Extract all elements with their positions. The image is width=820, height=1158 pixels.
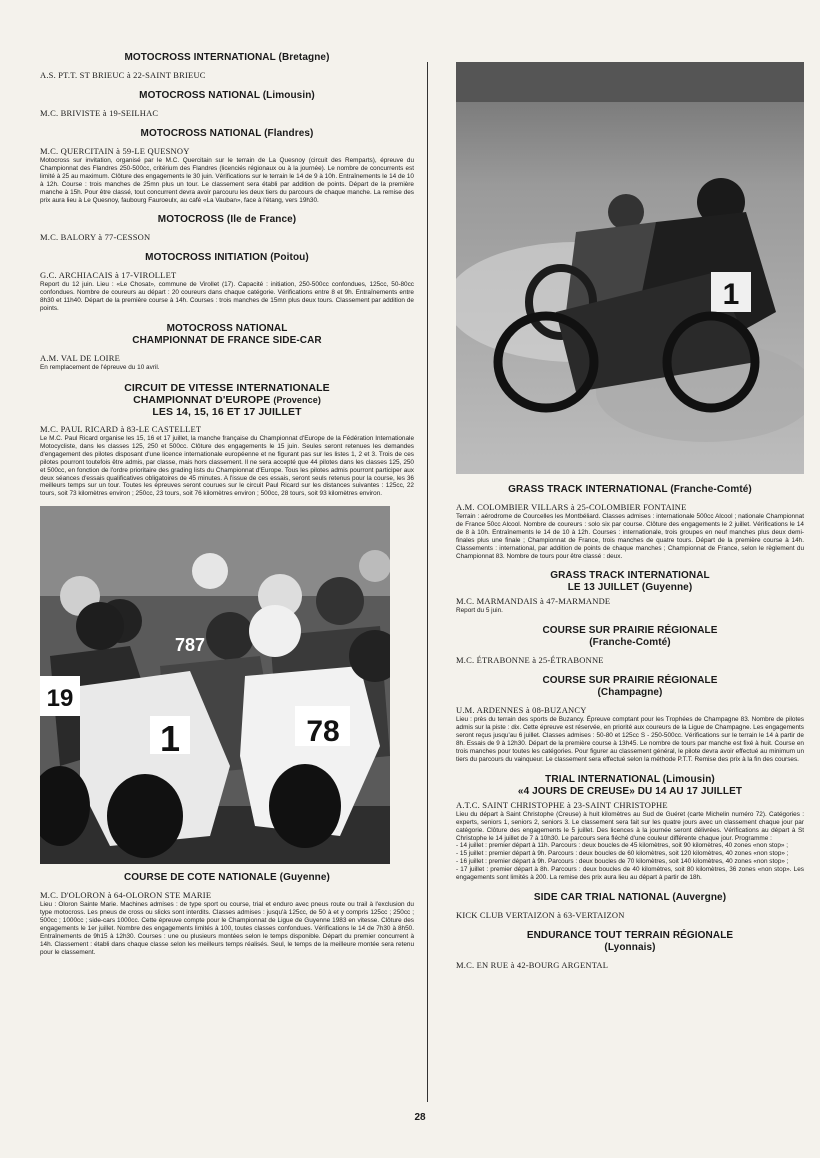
section-title-line2: (Lyonnais): [604, 941, 656, 953]
section-motocross-flandres: [40, 128, 414, 204]
section-title-line2: [40, 394, 414, 406]
section-prairie-franche-comte: [456, 625, 804, 665]
section-body: Motocross sur invitation, organisé par le M.C. Quercitain sur le terrain de La Quesnoy (circuit des Remparts), épreuve du Championnat des Flandres 250-500cc, critérium des Flandres (licenciés régionaux ou à la journée). Le nombre de concurrents est limité à 25 au maximum. Clôture des engagements le 30 juin. Vérifications sur le terrain le 14 de 9 à 10h. Entraînements le 14 de 10 à 12h. Course : trois manches de 25mn plus un tour. Le classement sera établi par addition de points. Départ de la première manche à 15h. Pour être classé, tout concurrent devra avoir parcouru les deux tiers du parcours de chaque manche. La remise des prix aura lieu à Le Quesnoy, faubourg Fauroeulx, au café «La Vauban», face à l'étang, vers 19h30.: [40, 157, 414, 204]
section-course-cote: [40, 872, 414, 956]
section-title-line1: MOTOCROSS NATIONAL: [166, 323, 288, 335]
section-title-line2: LE 13 JUILLET (Guyenne): [567, 582, 693, 594]
section-body: Lieu : près du terrain des sports de Buzancy. Épreuve comptant pour les Trophées de Champagne 83. Nombre de pilotes admis sur la piste : dix. Cette épreuve est réservée, en priorité aux coureurs de la Ligue de Champagne. Les engagements seront reçus jusqu'au 6 juillet. Classes admises : 50-80 et 125cc S - 250-500cc. Vérifications sur le terrain le 14 à partir de 8h. Essais de 9 à 12h30. Départ de la première course à 13h45. Le nombre de tours par manche est fixé à huit. Course en trois manches pour toutes les catégories. Pour figurer au classement général, le pilote devra avoir effectué au minimum un tiers du parcours du vainqueur. Le classement sera effectué selon la méthode P.T.T. Remise des prix à la fin des courses.: [456, 716, 804, 763]
section-title-line2: (Champagne): [597, 687, 663, 699]
section-title-line1: CIRCUIT DE VITESSE INTERNATIONALE: [124, 381, 330, 394]
club-name: M.C. ÉTRABONNE à 25-ÉTRABONNE: [456, 655, 604, 666]
section-body: Le M.C. Paul Ricard organise les 15, 16 et 17 juillet, la manche française du Championnat d'Europe de la Fédération Internationale Motocycliste, dans les classes 125, 250 et 500cc. Clôture des engagements le 15 juin. Seules seront retenues les demandes d'engagement des pilotes disposant d'une licence internationale européenne et ne figurant pas sur les listes 1, 2 et 3. Trois de ces pilotes pourront toutefois être admis, par classe, mais hors classement. Il ne sera accepté que 44 pilotes dans les classes 125, 250 et 500cc, en fonction de l'ordre prioritaire des grading lists du Championnat d'Europe. Tous les pilotes admis pourront participer aux deux séances d'essais qualificatives obligatoires de 45 minutes. A l'issue de ces essais, seront seuls retenus pour la course, les 36 meilleurs temps sur un tour. Toutes les épreuves seront courues sur le circuit Paul Ricard sur les distances suivantes : 125cc, 22 tours, soit 73 kilomètres environ ; 250cc, 23 tours, soit 76 kilomètres environ ; 500cc, 28 tours, soit 93 kilomètres environ.: [40, 434, 414, 498]
section-title-line1: GRASS TRACK INTERNATIONAL: [550, 570, 710, 582]
section-prairie-champagne: [456, 675, 804, 763]
section-grass-track-franche-comte: [456, 484, 804, 560]
section-title: MOTOCROSS INITIATION (Poitou): [145, 252, 309, 264]
section-title-line1: ENDURANCE TOUT TERRAIN RÉGIONALE: [526, 929, 734, 941]
section-body: En remplacement de l'épreuve du 10 avril.: [40, 364, 160, 372]
section-title: SIDE CAR TRIAL NATIONAL (Auvergne): [533, 891, 727, 903]
club-name: A.M. COLOMBIER VILLARS à 25-COLOMBIER FONTAINE: [456, 502, 687, 512]
section-title-line2: CHAMPIONNAT DE FRANCE SIDE-CAR: [132, 335, 322, 347]
club-name: M.C. PAUL RICARD à 83-LE CASTELLET: [40, 423, 202, 434]
section-title-line1: COURSE SUR PRAIRIE RÉGIONALE: [542, 675, 718, 687]
race-number-1: 1: [722, 278, 740, 311]
club-name: A.M. VAL DE LOIRE: [40, 353, 120, 364]
section-motocross-initiation: [40, 252, 414, 313]
section-title: MOTOCROSS NATIONAL (Limousin): [139, 90, 315, 101]
club-name: M.C. D'OLORON à 64-OLORON STE MARIE: [40, 890, 212, 901]
club-name: A.T.C. SAINT CHRISTOPHE à 23-SAINT CHRISTOPHE: [456, 799, 668, 810]
road-race-photo: [40, 506, 390, 864]
club-name: M.C. EN RUE à 42-BOURG ARGENTAL: [456, 959, 609, 970]
programme-day-15: - 15 juillet : premier départ à 9h. Parcours : deux boucles de 60 kilomètres, soit 120 kilomètres, 40 zones «non stop» ;: [456, 850, 789, 858]
column-divider: [427, 62, 428, 1102]
section-title-line3: LES 14, 15, 16 ET 17 JUILLET: [152, 405, 302, 418]
section-motocross-bretagne: [40, 52, 414, 80]
grass-track-illustration: [456, 62, 804, 474]
grass-track-photo: [456, 62, 804, 474]
club-name: M.C. BRIVISTE à 19-SEILHAC: [40, 108, 159, 118]
race-number-78: 78: [306, 715, 340, 749]
section-sidecar-trial: [456, 892, 804, 920]
club-name: A.S. PT.T. ST BRIEUC à 22-SAINT BRIEUC: [40, 70, 206, 80]
section-body: Lieu du départ à Saint Christophe (Creuse) à huit kilomètres au Sud de Guéret (carte Michelin numéro 72). Catégories : experts, seniors 1, seniors 2, seniors 3. Le classement sera fait sur les quatre jours avec un classement chaque jour par catégorie. Clôture des engagements le 5 juillet. Des licences à la journée seront délivrées. Vérifications au départ à St Christophe le 14 juillet de 7 à 10h30. Le parcours sera fléché d'une couleur différente chaque jour. Programme :: [456, 810, 804, 842]
club-name: M.C. BALORY à 77-CESSON: [40, 232, 151, 243]
programme-day-16: - 16 juillet : premier départ à 9h. Parcours : deux boucles de 70 kilomètres, soit 140 kilomètres, 40 zones «non stop» ;: [456, 858, 789, 866]
section-body: Report du 12 juin. Lieu : «Le Chosat», commune de Virollet (17). Capacité : initiation, 250-500cc confondues, 125cc, 50-80cc confondues. Nombre de coureurs au départ : 20 coureurs dans chaque catégorie. Vérifications entre 8 et 9h. Entraînements entre 8h30 et 11h40. Départ de la première course à 14h. Courses : trois manches de 15mn plus deux tours. Classement par addition de points.: [40, 281, 414, 313]
section-body: Lieu : Oloron Sainte Marie. Machines admises : de type sport ou course, trial et enduro avec pneus route ou trail à l'exclusion du type motocross. Les pneus de cross ou slicks sont interdits. Classes admises : jusqu'à 125cc, de 50 à et y compris 125cc ; 250cc ; 500cc ; 1000cc ; side-cars 1000cc. Cette épreuve compte pour le Championnat de Ligue de Guyenne 1983 en vitesse. Clôture des engagements le 1er juillet. Nombre des engagements limités à 100, toutes classes confondues. Vérifications le 14 de 7h30 à 8h50. Entraînements de 9h15 à 12h30. Courses : une ou plusieurs montées selon le temps disponible. Départ du premier concurrent à 14h. Classement : établi dans chaque classe selon les meilleurs temps réalisés. Seul, le temps de la meilleure montée sera retenu pour le classement.: [40, 901, 414, 956]
section-title: GRASS TRACK INTERNATIONAL (Franche-Comté): [508, 484, 752, 495]
section-title-line1: COURSE SUR PRAIRIE RÉGIONALE: [542, 625, 718, 637]
section-title-region: (Provence): [273, 394, 321, 405]
club-name: KICK CLUB VERTAIZON à 63-VERTAIZON: [456, 909, 625, 920]
race-number-1: 1: [159, 718, 181, 760]
section-endurance-lyonnais: [456, 930, 804, 970]
race-number-787: 787: [174, 635, 206, 656]
section-title-line2: «4 JOURS DE CREUSE» DU 14 AU 17 JUILLET: [517, 785, 743, 797]
section-title: MOTOCROSS (Ile de France): [157, 214, 297, 226]
section-trial-limousin: [456, 774, 804, 882]
section-title: MOTOCROSS NATIONAL (Flandres): [140, 128, 314, 139]
programme-day-17: - 17 juillet : premier départ à 8h. Parcours : deux boucles de 40 kilomètres, soit 80 kilomètres, 36 zones «non stop». Les engagements sont limités à 200. La remise des prix aura lieu au départ à partir de 18h.: [456, 866, 804, 882]
section-body: Report du 5 juin.: [456, 607, 503, 615]
section-body: Terrain : aérodrome de Courcelles les Montbéliard. Classes admises : internationale 500cc Alcool ; nationale Championnat de France 50cc Alcool. Nombre de coureurs : solo six par course. Clôture des engagements le 2 juillet. Vérifications le 14 de 8 à 10h. Entraînements le 14 de 10 à 12h. Courses : internationale, trois groupes en neuf manches plus deux demi-finales plus une finale ; Championnat de France, trois manches de quatre tours. Départ de la première course à 14h. Classements : international, par addition de points de chaque manches ; Championnat de France, selon le règlement du Championnat 83. Nombre de tours pour être classé : deux.: [456, 513, 804, 560]
section-motocross-iledefrance: [40, 214, 414, 242]
page-number: 28: [414, 1112, 426, 1123]
right-column: [456, 58, 804, 980]
section-title-line2-main: CHAMPIONNAT D'EUROPE: [133, 393, 271, 406]
section-title-line1: TRIAL INTERNATIONAL (Limousin): [545, 773, 715, 785]
left-column: [40, 52, 414, 967]
section-sidecar-championnat: [40, 323, 414, 372]
section-title: COURSE DE COTE NATIONALE (Guyenne): [123, 872, 330, 884]
programme-day-14: - 14 juillet : premier départ à 11h. Parcours : deux boucles de 45 kilomètres, soit 90 kilomètres, 40 zones «non stop» ;: [456, 842, 789, 850]
road-race-illustration: [40, 506, 390, 864]
club-name: M.C. MARMANDAIS à 47-MARMANDE: [456, 596, 611, 607]
section-title: MOTOCROSS INTERNATIONAL (Bretagne): [124, 52, 330, 63]
race-number-19: 19: [46, 685, 74, 713]
section-circuit-vitesse: [40, 382, 414, 498]
section-title-line2: (Franche-Comté): [589, 637, 671, 649]
section-motocross-limousin: [40, 90, 414, 118]
section-grass-track-guyenne: [456, 570, 804, 615]
club-name: G.C. ARCHIACAIS à 17-VIROLLET: [40, 270, 177, 281]
club-name: U.M. ARDENNES à 08-BUZANCY: [456, 705, 587, 716]
club-name: M.C. QUERCITAIN à 59-LE QUESNOY: [40, 146, 190, 156]
